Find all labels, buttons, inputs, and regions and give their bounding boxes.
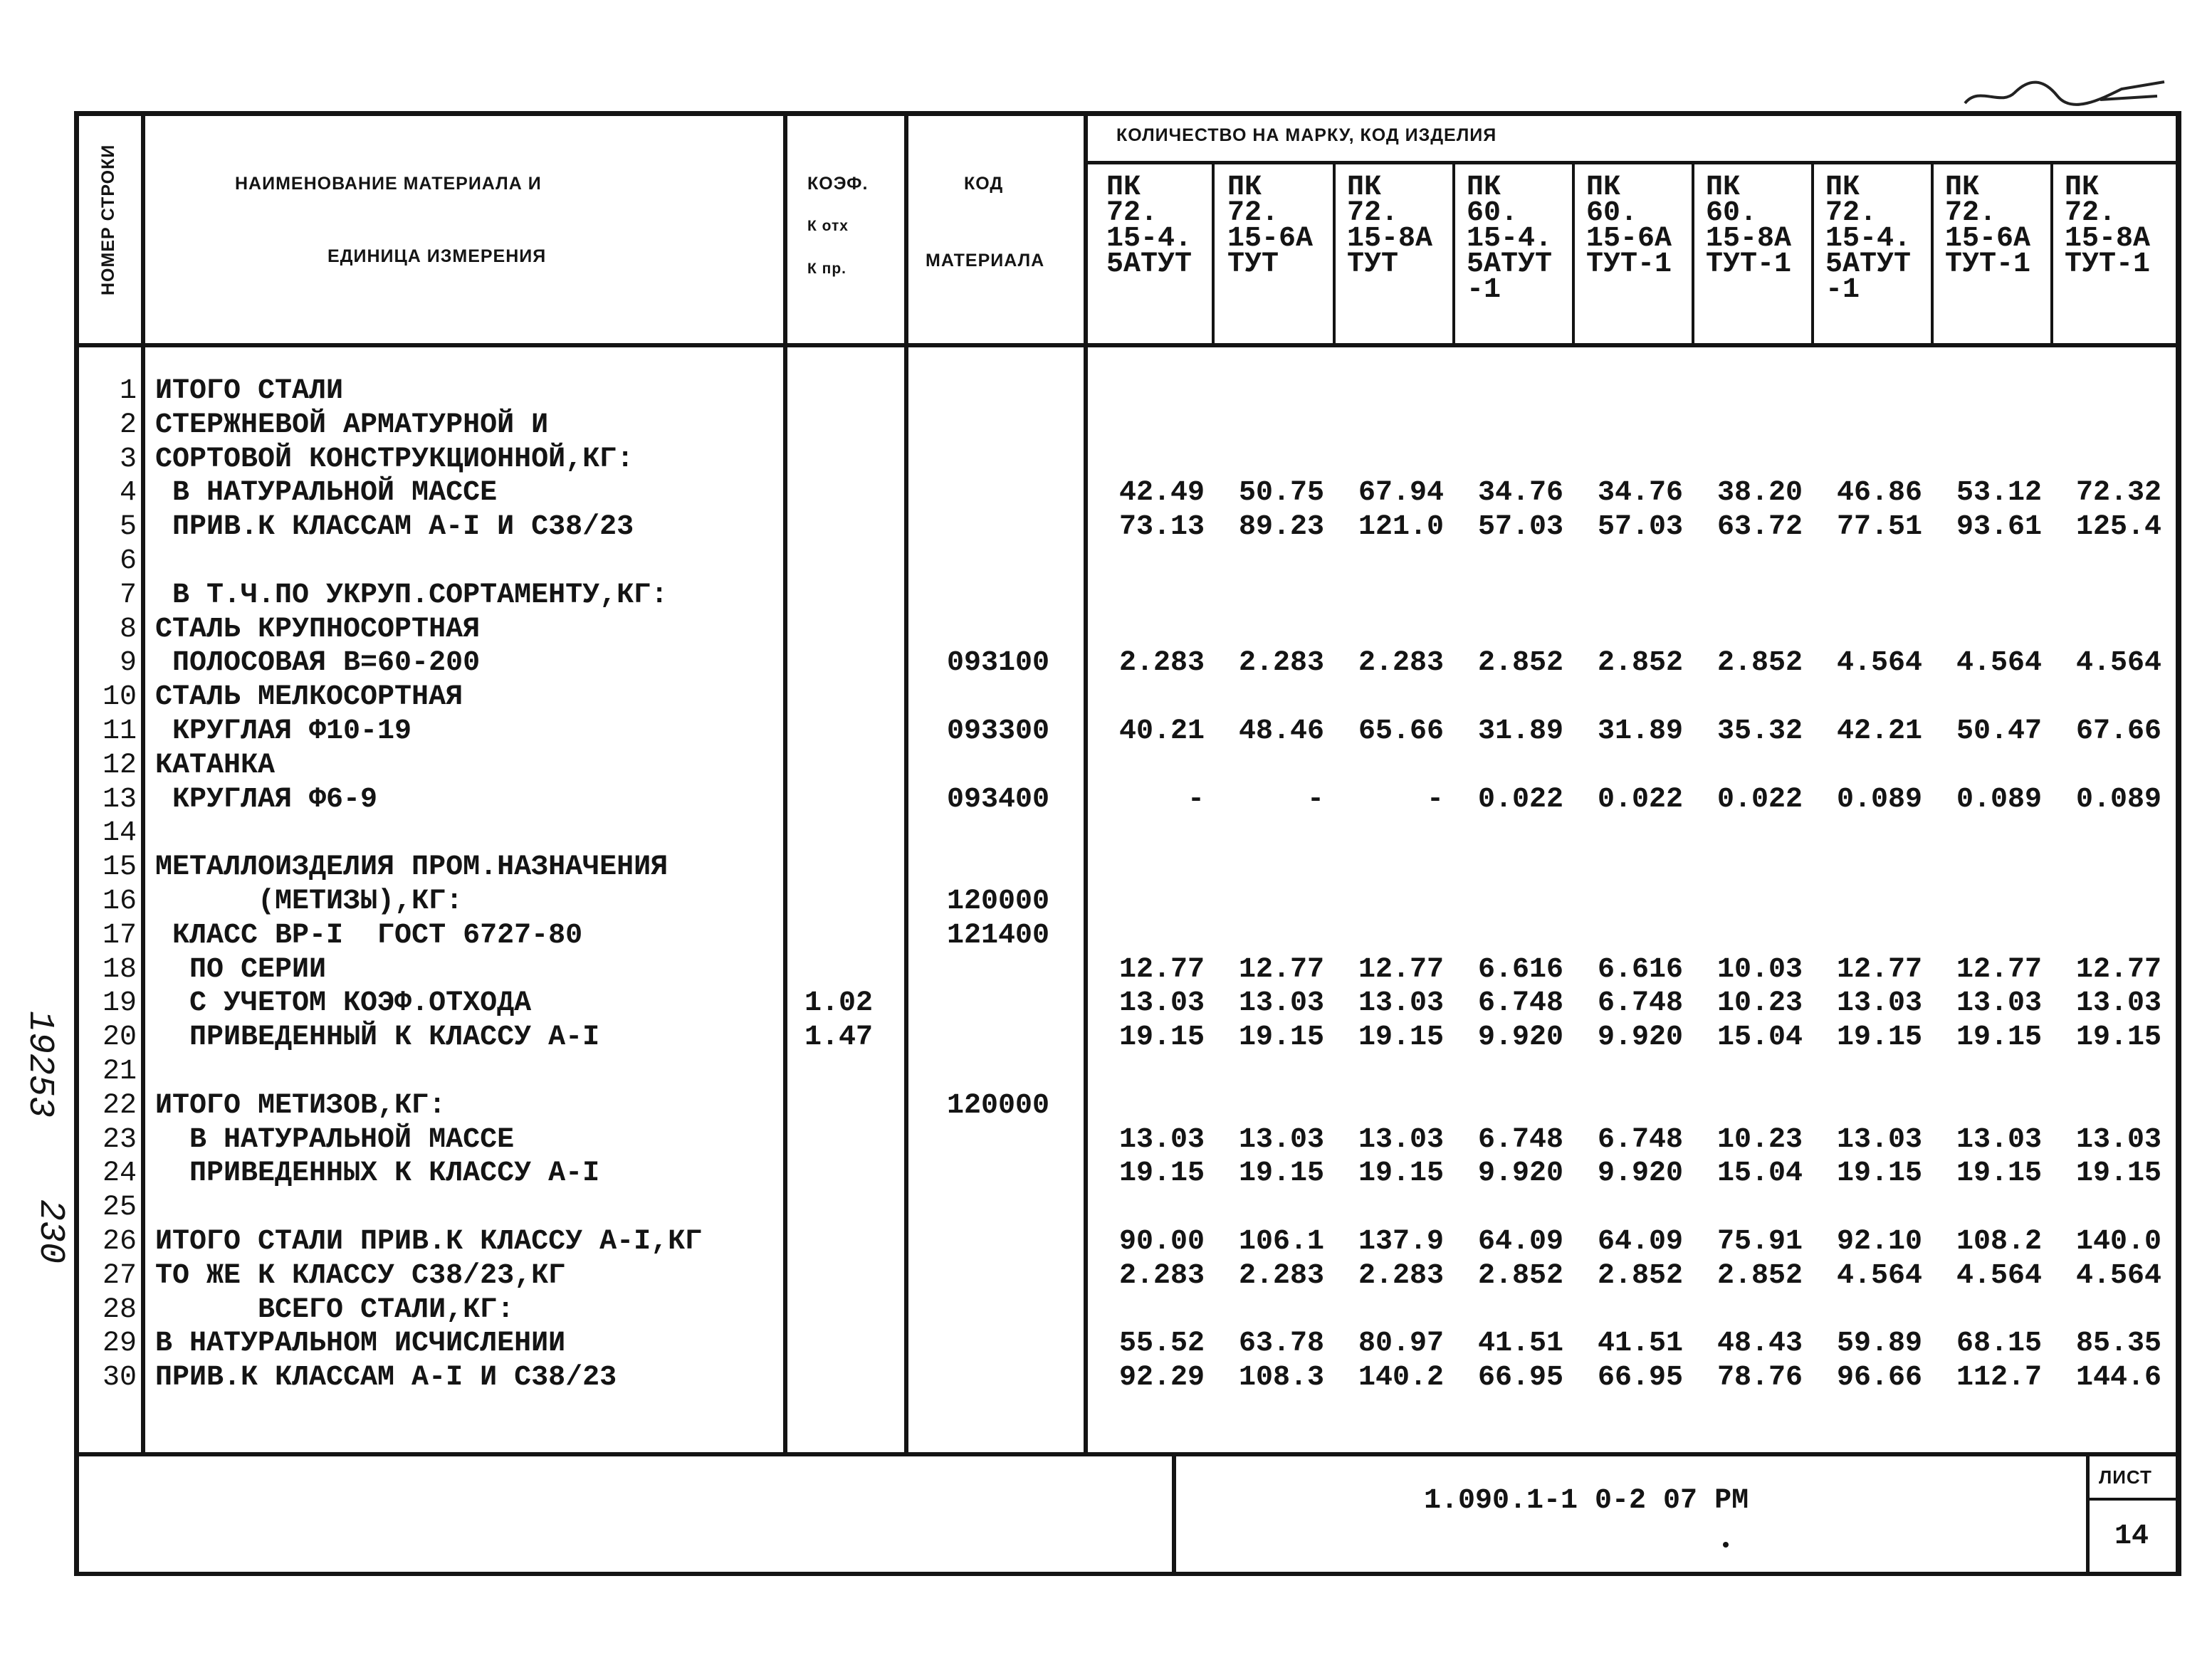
- quantity-value: 140.2: [1358, 1362, 1444, 1394]
- quantity-value: 42.21: [1836, 715, 1922, 747]
- quantity-value: 13.03: [1836, 1123, 1922, 1156]
- document-code: 1.090.1-1 0-2 07 РМ: [1424, 1485, 1749, 1517]
- sheet-label: ЛИСТ: [2099, 1466, 2152, 1488]
- row-number: 1: [119, 375, 137, 407]
- row-number: 18: [102, 953, 137, 986]
- quantity-value: 31.89: [1597, 715, 1683, 747]
- row-number: 11: [102, 715, 137, 747]
- material-name: СТЕРЖНЕВОЙ АРМАТУРНОЙ И: [155, 409, 549, 441]
- quantity-value: 19.15: [1238, 1157, 1324, 1190]
- quantity-value: 57.03: [1597, 511, 1683, 544]
- frame-top-border: [74, 111, 2181, 116]
- row-number: 8: [119, 613, 137, 646]
- quantity-value: -: [1187, 783, 1205, 816]
- quantity-value: 65.66: [1358, 715, 1444, 747]
- quantity-value: 2.283: [1118, 1259, 1205, 1292]
- material-name: ПРИВ.К КЛАССАМ А-I И С38/23: [155, 511, 634, 544]
- quantity-value: 19.15: [2075, 1157, 2161, 1190]
- quantity-value: 0.022: [1597, 783, 1683, 816]
- quantity-value: -: [1306, 783, 1324, 816]
- quantity-value: 2.852: [1597, 1259, 1683, 1292]
- quantity-value: 6.748: [1477, 987, 1563, 1020]
- quantity-value: 41.51: [1477, 1328, 1563, 1360]
- material-code: 093400: [947, 783, 1050, 816]
- quantity-header: КОЛИЧЕСТВО НА МАРКУ, КОД ИЗДЕЛИЯ: [1116, 125, 1497, 145]
- coef-header-line3: К пр.: [807, 261, 846, 277]
- quantity-value: 13.03: [1956, 987, 2042, 1020]
- material-name: В Т.Ч.ПО УКРУП.СОРТАМЕНТУ,КГ:: [155, 579, 669, 611]
- material-name: ИТОГО МЕТИЗОВ,КГ:: [155, 1089, 446, 1122]
- quantity-value: 59.89: [1836, 1328, 1922, 1360]
- quantity-value: 67.94: [1358, 477, 1444, 510]
- quantity-value: 15.04: [1716, 1157, 1803, 1190]
- quantity-value: 10.03: [1716, 953, 1803, 986]
- frame-right-border: [2176, 111, 2181, 1576]
- quantity-value: 35.32: [1716, 715, 1803, 747]
- material-name: КРУГЛАЯ Ф6-9: [155, 783, 378, 816]
- quantity-value: 19.15: [1836, 1157, 1922, 1190]
- quantity-value: 4.564: [1956, 647, 2042, 680]
- quantity-value: 19.15: [1238, 1021, 1324, 1054]
- row-number: 9: [119, 647, 137, 680]
- row-number: 30: [102, 1362, 137, 1394]
- product-column-header: ПК 72. 15-8А ТУТ-1: [2065, 172, 2151, 280]
- qty-col-divider-3: [1452, 161, 1455, 346]
- row-number: 23: [102, 1123, 137, 1156]
- row-number: 7: [119, 579, 137, 611]
- product-column-header: ПК 72. 15-6А ТУТ-1: [1945, 172, 2031, 280]
- quantity-value: 0.089: [1836, 783, 1922, 816]
- quantity-value: 67.66: [2075, 715, 2161, 747]
- quantity-value: 46.86: [1836, 477, 1922, 510]
- quantity-value: 2.852: [1716, 1259, 1803, 1292]
- material-name: (МЕТИЗЫ),КГ:: [155, 886, 463, 918]
- material-name: ПРИВЕДЕННЫХ К КЛАССУ А-I: [155, 1157, 600, 1190]
- qty-col-divider-5: [1692, 161, 1694, 346]
- quantity-value: 13.03: [1956, 1123, 2042, 1156]
- row-number: 13: [102, 783, 137, 816]
- header-divider: [74, 343, 2181, 347]
- quantity-value: 12.77: [1836, 953, 1922, 986]
- frame-bottom-border: [74, 1572, 2181, 1576]
- quantity-value: 140.0: [2075, 1226, 2161, 1258]
- code-header-line2: МАТЕРИАЛА: [926, 251, 1045, 271]
- product-column-header: ПК 60. 15-6А ТУТ-1: [1586, 172, 1672, 280]
- quantity-value: 2.852: [1477, 1259, 1563, 1292]
- quantity-value: 112.7: [1956, 1362, 2042, 1394]
- quantity-value: 4.564: [2075, 1259, 2161, 1292]
- row-number: 16: [102, 886, 137, 918]
- quantity-value: 80.97: [1358, 1328, 1444, 1360]
- quantity-value: 63.78: [1238, 1328, 1324, 1360]
- row-number: 15: [102, 851, 137, 884]
- quantity-value: 50.75: [1238, 477, 1324, 510]
- quantity-value: 13.03: [1118, 987, 1205, 1020]
- material-name: ИТОГО СТАЛИ: [155, 375, 344, 407]
- row-number: 2: [119, 409, 137, 441]
- sub-number: 230: [30, 1199, 70, 1264]
- quantity-value: 66.95: [1597, 1362, 1683, 1394]
- material-name: В НАТУРАЛЬНОЙ МАССЕ: [155, 477, 498, 510]
- row-number: 26: [102, 1226, 137, 1258]
- quantity-value: 55.52: [1118, 1328, 1205, 1360]
- quantity-value: 0.089: [1956, 783, 2042, 816]
- code-header-line1: КОД: [964, 174, 1004, 194]
- quantity-value: 64.09: [1477, 1226, 1563, 1258]
- quantity-value: 137.9: [1358, 1226, 1444, 1258]
- quantity-value: 4.564: [1836, 1259, 1922, 1292]
- row-number: 12: [102, 749, 137, 782]
- row-number: 27: [102, 1259, 137, 1292]
- quantity-value: 6.748: [1597, 1123, 1683, 1156]
- material-name: СОРТОВОЙ КОНСТРУКЦИОННОЙ,КГ:: [155, 443, 634, 476]
- material-name: В НАТУРАЛЬНОМ ИСЧИСЛЕНИИ: [155, 1328, 566, 1360]
- product-column-header: ПК 72. 15-4. 5АТУТ -1: [1825, 172, 1912, 306]
- quantity-value: 0.022: [1477, 783, 1563, 816]
- row-number: 3: [119, 443, 137, 476]
- quantity-value: 90.00: [1118, 1226, 1205, 1258]
- col-divider-material: [783, 111, 787, 1455]
- quantity-value: 48.43: [1716, 1328, 1803, 1360]
- quantity-value: 93.61: [1956, 511, 2042, 544]
- quantity-label-divider: [1086, 161, 2181, 164]
- quantity-value: 12.77: [1238, 953, 1324, 986]
- quantity-value: 9.920: [1597, 1021, 1683, 1054]
- quantity-value: 9.920: [1597, 1157, 1683, 1190]
- material-name: ПО СЕРИИ: [155, 953, 327, 986]
- material-code: 120000: [947, 1089, 1050, 1122]
- quantity-value: 68.15: [1956, 1328, 2042, 1360]
- quantity-value: 41.51: [1597, 1328, 1683, 1360]
- quantity-value: 19.15: [1956, 1021, 2042, 1054]
- quantity-value: 15.04: [1716, 1021, 1803, 1054]
- quantity-value: 13.03: [1238, 1123, 1324, 1156]
- quantity-value: 0.089: [2075, 783, 2161, 816]
- product-column-header: ПК 72. 15-8А ТУТ: [1347, 172, 1433, 280]
- coefficient: 1.47: [804, 1021, 874, 1054]
- quantity-value: 73.13: [1118, 511, 1205, 544]
- quantity-value: 125.4: [2075, 511, 2161, 544]
- product-column-header: ПК 60. 15-4. 5АТУТ -1: [1467, 172, 1553, 306]
- material-name: ПОЛОСОВАЯ В=60-200: [155, 647, 481, 680]
- quantity-value: 4.564: [1836, 647, 1922, 680]
- quantity-value: 66.95: [1477, 1362, 1563, 1394]
- material-code: 093300: [947, 715, 1050, 747]
- material-name: ИТОГО СТАЛИ ПРИВ.К КЛАССУ А-I,КГ: [155, 1226, 703, 1258]
- quantity-value: 12.77: [1358, 953, 1444, 986]
- quantity-value: 13.03: [1358, 1123, 1444, 1156]
- product-column-header: ПК 72. 15-6А ТУТ: [1227, 172, 1314, 280]
- product-column-header: ПК 72. 15-4. 5АТУТ: [1106, 172, 1193, 280]
- quantity-value: 19.15: [1358, 1157, 1444, 1190]
- stamp-dot: [1723, 1542, 1729, 1548]
- quantity-value: 64.09: [1597, 1226, 1683, 1258]
- material-header-line1: НАИМЕНОВАНИЕ МАТЕРИАЛА И: [235, 174, 542, 194]
- coef-header-line1: КОЭФ.: [807, 174, 869, 194]
- quantity-value: 108.3: [1238, 1362, 1324, 1394]
- row-number: 21: [102, 1056, 137, 1088]
- row-number: 5: [119, 511, 137, 544]
- quantity-value: 19.15: [1118, 1021, 1205, 1054]
- quantity-value: 19.15: [1118, 1157, 1205, 1190]
- col-divider-coef: [904, 111, 908, 1455]
- material-code: 120000: [947, 886, 1050, 918]
- sheet-number: 14: [2114, 1520, 2149, 1553]
- quantity-value: 57.03: [1477, 511, 1563, 544]
- qty-col-divider-7: [1931, 161, 1934, 346]
- quantity-value: 6.616: [1477, 953, 1563, 986]
- quantity-value: 0.022: [1716, 783, 1803, 816]
- footer-divider: [74, 1452, 2181, 1456]
- coef-header-line2: К отх: [807, 218, 849, 234]
- quantity-value: 40.21: [1118, 715, 1205, 747]
- title-block-divider: [1172, 1452, 1176, 1576]
- material-name: ПРИВЕДЕННЫЙ К КЛАССУ А-I: [155, 1021, 600, 1054]
- quantity-value: 13.03: [1836, 987, 1922, 1020]
- row-number: 28: [102, 1293, 137, 1326]
- quantity-value: 6.748: [1477, 1123, 1563, 1156]
- quantity-value: 34.76: [1597, 477, 1683, 510]
- quantity-value: 63.72: [1716, 511, 1803, 544]
- inventory-number: 19253: [19, 1011, 60, 1118]
- quantity-value: 31.89: [1477, 715, 1563, 747]
- material-code: 093100: [947, 647, 1050, 680]
- quantity-value: 12.77: [1118, 953, 1205, 986]
- material-name: В НАТУРАЛЬНОЙ МАССЕ: [155, 1123, 515, 1156]
- quantity-value: 13.03: [1118, 1123, 1205, 1156]
- quantity-value: 75.91: [1716, 1226, 1803, 1258]
- quantity-value: 13.03: [1358, 987, 1444, 1020]
- row-number: 22: [102, 1089, 137, 1122]
- quantity-value: 53.12: [1956, 477, 2042, 510]
- handwritten-signature: [1958, 71, 2171, 114]
- row-number: 19: [102, 987, 137, 1020]
- quantity-value: 89.23: [1238, 511, 1324, 544]
- quantity-value: 106.1: [1238, 1226, 1324, 1258]
- quantity-value: 78.76: [1716, 1362, 1803, 1394]
- row-number: 24: [102, 1157, 137, 1190]
- quantity-value: 19.15: [1836, 1021, 1922, 1054]
- quantity-value: 2.283: [1238, 647, 1324, 680]
- material-name: КАТАНКА: [155, 749, 276, 782]
- material-name: ПРИВ.К КЛАССАМ А-I И С38/23: [155, 1362, 617, 1394]
- quantity-value: 50.47: [1956, 715, 2042, 747]
- sheet-block-divider: [2086, 1452, 2090, 1576]
- quantity-value: 48.46: [1238, 715, 1324, 747]
- coefficient: 1.02: [804, 987, 874, 1020]
- quantity-value: 2.852: [1477, 647, 1563, 680]
- sheet-label-divider: [2086, 1498, 2181, 1501]
- quantity-value: 2.283: [1358, 1259, 1444, 1292]
- quantity-value: 12.77: [1956, 953, 2042, 986]
- quantity-value: -: [1426, 783, 1444, 816]
- quantity-value: 19.15: [1358, 1021, 1444, 1054]
- row-number: 6: [119, 545, 137, 577]
- quantity-value: 121.0: [1358, 511, 1444, 544]
- material-name: СТАЛЬ МЕЛКОСОРТНАЯ: [155, 681, 463, 714]
- qty-col-divider-8: [2050, 161, 2053, 346]
- row-number: 29: [102, 1328, 137, 1360]
- material-name: СТАЛЬ КРУПНОСОРТНАЯ: [155, 613, 481, 646]
- material-name: МЕТАЛЛОИЗДЕЛИЯ ПРОМ.НАЗНАЧЕНИЯ: [155, 851, 669, 884]
- material-name: С УЧЕТОМ КОЭФ.ОТХОДА: [155, 987, 532, 1020]
- quantity-value: 13.03: [2075, 987, 2161, 1020]
- material-name: КРУГЛАЯ Ф10-19: [155, 715, 412, 747]
- material-code: 121400: [947, 919, 1050, 952]
- quantity-value: 9.920: [1477, 1157, 1563, 1190]
- row-number: 20: [102, 1021, 137, 1054]
- quantity-value: 10.23: [1716, 987, 1803, 1020]
- quantity-value: 96.66: [1836, 1362, 1922, 1394]
- qty-col-divider-6: [1811, 161, 1814, 346]
- quantity-value: 2.852: [1597, 647, 1683, 680]
- qty-col-divider-4: [1572, 161, 1575, 346]
- quantity-value: 13.03: [1238, 987, 1324, 1020]
- product-column-header: ПК 60. 15-8А ТУТ-1: [1706, 172, 1792, 280]
- row-number: 14: [102, 817, 137, 850]
- material-name: КЛАСС ВР-I ГОСТ 6727-80: [155, 919, 583, 952]
- quantity-value: 85.35: [2075, 1328, 2161, 1360]
- qty-col-divider-1: [1212, 161, 1215, 346]
- quantity-value: 4.564: [2075, 647, 2161, 680]
- quantity-value: 4.564: [1956, 1259, 2042, 1292]
- quantity-value: 9.920: [1477, 1021, 1563, 1054]
- quantity-value: 34.76: [1477, 477, 1563, 510]
- quantity-value: 2.283: [1118, 647, 1205, 680]
- col-divider-rownum: [141, 111, 145, 1455]
- quantity-value: 108.2: [1956, 1226, 2042, 1258]
- quantity-value: 12.77: [2075, 953, 2161, 986]
- quantity-value: 42.49: [1118, 477, 1205, 510]
- material-name: ВСЕГО СТАЛИ,КГ:: [155, 1293, 515, 1326]
- quantity-value: 77.51: [1836, 511, 1922, 544]
- quantity-value: 19.15: [2075, 1021, 2161, 1054]
- quantity-value: 2.283: [1358, 647, 1444, 680]
- quantity-value: 13.03: [2075, 1123, 2161, 1156]
- quantity-value: 38.20: [1716, 477, 1803, 510]
- quantity-value: 2.283: [1238, 1259, 1324, 1292]
- row-number: 4: [119, 477, 137, 510]
- row-number: 25: [102, 1192, 137, 1224]
- quantity-value: 10.23: [1716, 1123, 1803, 1156]
- row-number: 10: [102, 681, 137, 714]
- quantity-value: 6.616: [1597, 953, 1683, 986]
- quantity-value: 144.6: [2075, 1362, 2161, 1394]
- row-number-header: НОМЕР СТРОКИ: [98, 144, 118, 295]
- material-header-line2: ЕДИНИЦА ИЗМЕРЕНИЯ: [327, 246, 547, 266]
- quantity-value: 19.15: [1956, 1157, 2042, 1190]
- material-name: ТО ЖЕ К КЛАССУ С38/23,КГ: [155, 1259, 566, 1292]
- qty-col-divider-2: [1333, 161, 1336, 346]
- row-number: 17: [102, 919, 137, 952]
- quantity-value: 92.29: [1118, 1362, 1205, 1394]
- quantity-value: 6.748: [1597, 987, 1683, 1020]
- quantity-value: 72.32: [2075, 477, 2161, 510]
- quantity-value: 92.10: [1836, 1226, 1922, 1258]
- quantity-value: 2.852: [1716, 647, 1803, 680]
